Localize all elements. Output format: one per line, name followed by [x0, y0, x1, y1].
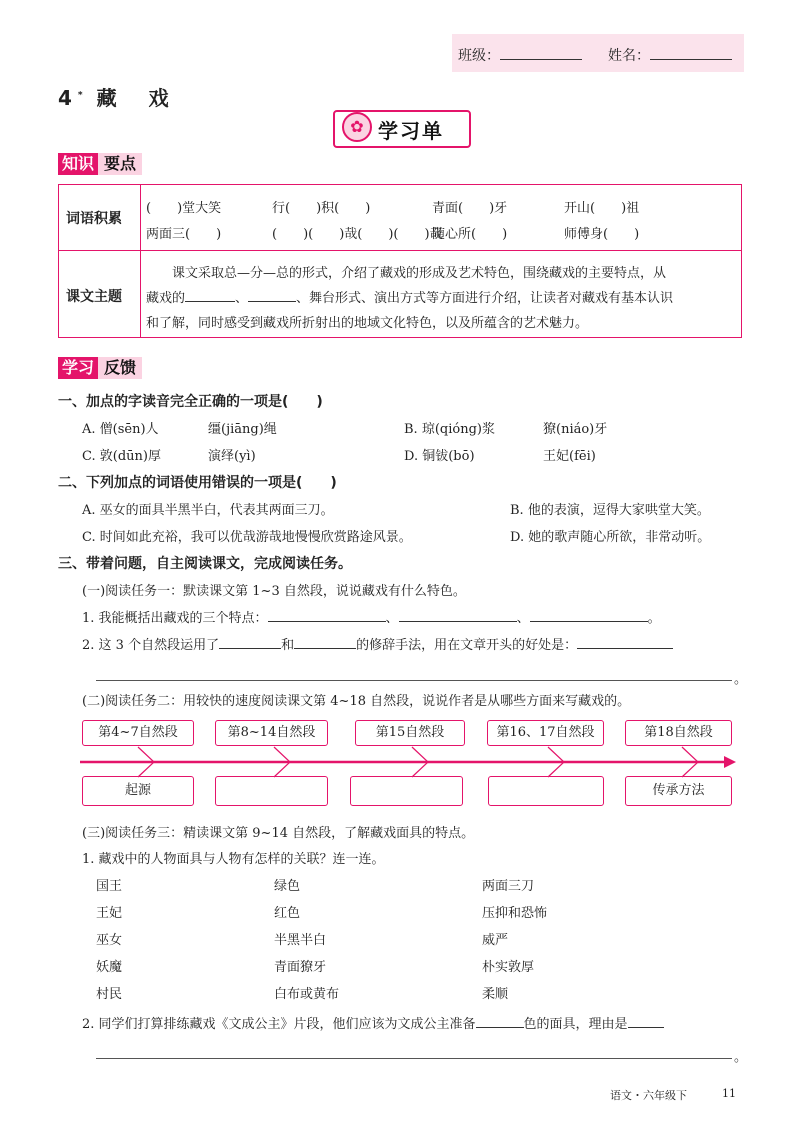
- mask-color-item: 绿色: [274, 879, 301, 894]
- theme-text-line3: 和了解，同时感受到藏戏所折射出的地域文化特色，以及所蕴含的艺术魅力。: [146, 316, 589, 331]
- task-3: (三)阅读任务三：精读课文第 9~14 自然段，了解藏戏面具的特点。: [82, 826, 475, 841]
- tiger-mascot-icon: ✿: [342, 112, 372, 142]
- question-3: 三、带着问题，自主阅读课文，完成阅读任务。: [58, 556, 352, 572]
- q2-option: B. 他的表演，逗得大家哄堂大笑。: [510, 503, 710, 518]
- task3-question-2: 2. 同学们打算排练藏戏《文成公主》片段，他们应该为文成公主准备 色的面具，理由是: [82, 1013, 742, 1032]
- period-mark: 。: [734, 1050, 748, 1065]
- q1-option: 缰(jiāng)绳: [208, 422, 277, 437]
- answer-line[interactable]: [96, 680, 732, 681]
- q2-option: A. 巫女的面具半黑半白，代表其两面三刀。: [82, 503, 334, 518]
- flow-answer-box: 传承方法: [625, 776, 732, 806]
- flow-answer-box: 起源: [82, 776, 194, 806]
- task1-question-2: 2. 这 3 个自然段运用了 和 的修辞手法，用在文章开头的好处是：: [82, 634, 742, 653]
- vocab-item: 随心所( ): [432, 227, 508, 242]
- name-label: 姓名：: [608, 45, 732, 65]
- trait-item: 两面三刀: [482, 879, 535, 894]
- lesson-title: 4* 藏 戏: [58, 86, 175, 110]
- mask-color-item: 红色: [274, 906, 301, 921]
- character-item: 妖魔: [96, 960, 123, 975]
- footer-subject: 语文・六年级下: [610, 1089, 687, 1102]
- trait-item: 威严: [482, 933, 509, 948]
- period-mark: 。: [734, 672, 748, 687]
- character-item: 国王: [96, 879, 123, 894]
- knowledge-divider: [58, 250, 742, 251]
- character-item: 村民: [96, 987, 123, 1002]
- q1-option: 演绎(yì): [208, 449, 256, 464]
- q1-option: 王妃(fēi): [543, 449, 596, 464]
- class-label: 班级：: [458, 45, 582, 65]
- vocab-item: 开山( )祖: [564, 201, 640, 216]
- knowledge-column-divider: [140, 184, 141, 338]
- theme-text-line2: 藏戏的 、 、舞台形式、演出方式等方面进行介绍，让读者对藏戏有基本认识: [146, 287, 738, 306]
- page-number: 11: [722, 1087, 736, 1100]
- task-2: (二)阅读任务二：用较快的速度阅读课文第 4~18 自然段，说说作者是从哪些方面来写藏戏的。: [82, 694, 631, 709]
- flow-paragraph-box: 第4~7自然段: [82, 720, 194, 746]
- mask-color-item: 青面獠牙: [274, 960, 327, 975]
- vocab-item: 两面三( ): [146, 227, 222, 242]
- trait-item: 朴实敦厚: [482, 960, 535, 975]
- flow-answer-box[interactable]: [488, 776, 604, 806]
- task3-question-1: 1. 藏戏中的人物面具与人物有怎样的关联？连一连。: [82, 852, 385, 867]
- vocab-item: 行( )积( ): [272, 201, 371, 216]
- vocab-label: 词语积累: [66, 211, 122, 227]
- q1-option: A. 僧(sēn)人: [82, 422, 159, 437]
- character-item: 王妃: [96, 906, 123, 921]
- vocab-item: ( )( )哉( )( )哉: [272, 227, 443, 242]
- q1-option: D. 铜钹(bō): [404, 449, 475, 464]
- q2-option: C. 时间如此充裕，我可以优哉游哉地慢慢欣赏路途风景。: [82, 530, 412, 545]
- question-1: 一、加点的字读音完全正确的一项是( ): [58, 394, 323, 410]
- answer-line[interactable]: [96, 1058, 732, 1059]
- knowledge-section-tag: 知识 要点: [58, 153, 142, 175]
- trait-item: 压抑和恐怖: [482, 906, 548, 921]
- flow-paragraph-box: 第18自然段: [625, 720, 732, 746]
- theme-text-line1: 课文采取总—分—总的形式，介绍了藏戏的形成及艺术特色，围绕藏戏的主要特点，从: [172, 266, 667, 281]
- q1-option: 獠(niáo)牙: [543, 422, 608, 437]
- feedback-section-tag: 学习 反馈: [58, 357, 142, 379]
- vocab-item: 师傅身( ): [564, 227, 640, 242]
- q2-option: D. 她的歌声随心所欲，非常动听。: [510, 530, 711, 545]
- flow-paragraph-box: 第16、17自然段: [487, 720, 604, 746]
- question-2: 二、下列加点的词语使用错误的一项是( ): [58, 475, 337, 491]
- mask-color-item: 半黑半白: [274, 933, 327, 948]
- flow-paragraph-box: 第8~14自然段: [215, 720, 328, 746]
- trait-item: 柔顺: [482, 987, 509, 1002]
- mask-color-item: 白布或黄布: [274, 987, 340, 1002]
- flow-timeline-arrow: [76, 745, 740, 779]
- task-1: (一)阅读任务一：默读课文第 1~3 自然段，说说藏戏有什么特色。: [82, 584, 466, 599]
- banner-title: 学习单: [378, 119, 444, 143]
- task1-question-1: 1. 我能概括出藏戏的三个特点： 、 、 。: [82, 607, 742, 626]
- flow-answer-box[interactable]: [215, 776, 328, 806]
- flow-answer-box[interactable]: [350, 776, 463, 806]
- vocab-item: ( )堂大笑: [146, 201, 222, 216]
- q1-option: B. 琼(qióng)浆: [404, 422, 495, 437]
- character-item: 巫女: [96, 933, 123, 948]
- flow-paragraph-box: 第15自然段: [355, 720, 465, 746]
- vocab-item: 青面( )牙: [432, 201, 508, 216]
- theme-label: 课文主题: [66, 289, 122, 305]
- q1-option: C. 敦(dūn)厚: [82, 449, 161, 464]
